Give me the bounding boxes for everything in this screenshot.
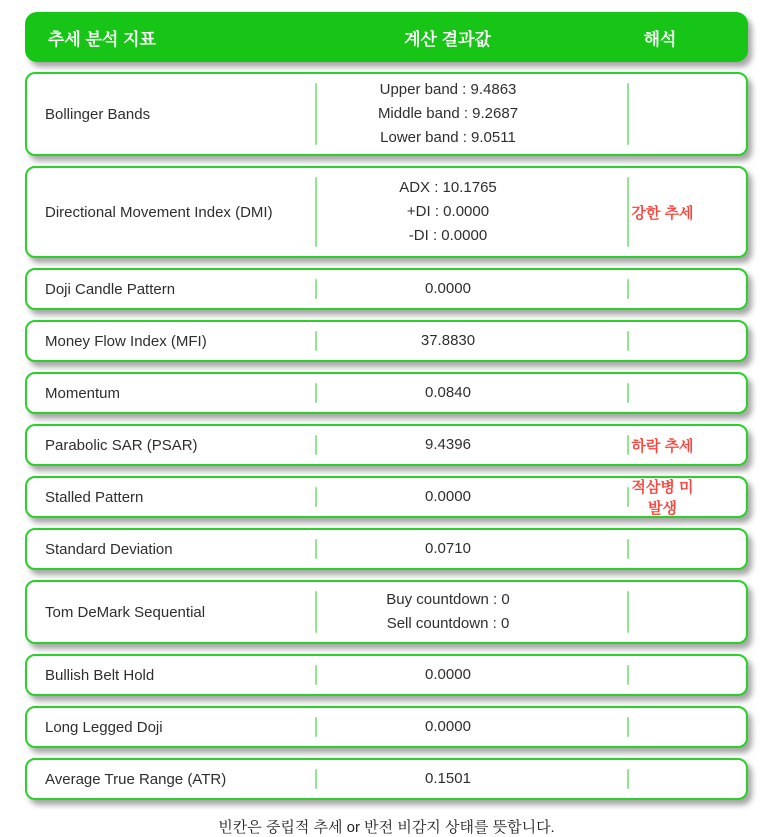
indicator-value [317,760,627,798]
indicator-interpretation [629,708,746,746]
value-line: Upper band : 9.4863 [379,81,517,98]
indicator-name: Money Flow Index (MFI) [45,332,207,350]
table-row [25,580,748,644]
indicator-name: Average True Range (ATR) [45,770,227,788]
indicator-name: Doji Candle Pattern [45,280,176,298]
indicator-interpretation [629,322,746,360]
header-interpretation-column: 해석 [643,29,677,49]
table-row [25,268,748,310]
table-row [25,476,748,518]
indicator-name: Standard Deviation [45,540,173,558]
table-row [25,72,748,156]
table-row [25,654,748,696]
indicator-interpretation: 강한 추세 [631,204,694,222]
value-line: 0.0000 [425,488,471,505]
indicator-value [317,582,627,642]
value-line: Sell countdown : 0 [386,615,510,632]
table-row [25,320,748,362]
value-line: 0.0000 [425,666,471,683]
table-header [25,12,748,62]
table-rows [25,72,748,800]
value-line: ADX : 10.1765 [399,179,497,196]
footer-note: 빈칸은 중립적 추세 or 반전 비감지 상태를 뜻합니다. [218,819,555,836]
table-row [25,166,748,258]
indicator-name: Parabolic SAR (PSAR) [45,436,198,454]
value-line: +DI : 0.0000 [406,203,490,220]
indicator-name: Momentum [45,384,121,402]
indicator-name: Long Legged Doji [45,718,163,736]
indicator-value [317,168,627,256]
value-line: Buy countdown : 0 [386,591,510,608]
indicator-value [317,74,627,154]
indicator-name: Tom DeMark Sequential [45,603,206,621]
indicator-interpretation [629,656,746,694]
indicator-value [317,708,627,746]
value-line: 0.0000 [425,280,471,297]
header-indicator-column: 추세 분석 지표 [48,29,156,49]
indicator-interpretation: 하락 추세 [631,437,694,455]
indicator-interpretation [629,374,746,412]
indicator-interpretation [629,760,746,798]
indicator-name: Bollinger Bands [45,105,151,123]
indicator-value [317,656,627,694]
indicator-interpretation [629,582,746,642]
indicator-name: Bullish Belt Hold [45,666,155,684]
indicator-interpretation [629,74,746,154]
table-row [25,528,748,570]
indicator-value [317,374,627,412]
value-line: 0.0000 [425,718,471,735]
indicator-value [317,270,627,308]
value-line: Lower band : 9.0511 [380,129,516,146]
indicator-interpretation [629,530,746,568]
header-value-column: 계산 결과값 [404,29,491,49]
value-line: Middle band : 9.2687 [377,105,519,122]
value-line: -DI : 0.0000 [408,227,488,244]
table-row [25,706,748,748]
indicator-interpretation: 적삼병 미발생 [631,479,694,517]
value-line: 0.0710 [425,540,471,557]
indicator-value [317,426,627,464]
table-row [25,372,748,414]
indicator-value [317,530,627,568]
value-line: 37.8830 [420,332,476,349]
indicator-name: Stalled Pattern [45,488,144,506]
indicator-interpretation [629,270,746,308]
table-row [25,758,748,800]
value-line: 0.0840 [425,384,471,401]
indicator-name: Directional Movement Index (DMI) [45,203,273,221]
indicator-value [317,322,627,360]
value-line: 0.1501 [425,770,471,787]
value-line: 9.4396 [425,436,471,453]
table-row [25,424,748,466]
indicator-value [317,478,627,516]
